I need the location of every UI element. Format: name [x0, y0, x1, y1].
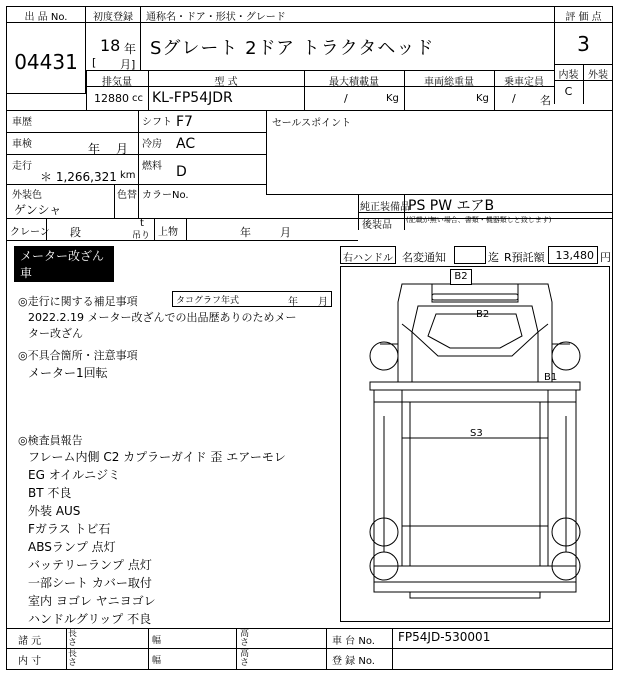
carrier-year: 年 — [240, 226, 251, 239]
tachograph-label: タコグラフ年式 — [176, 296, 240, 306]
year-unit: 年 — [124, 42, 137, 56]
crane-t: t — [140, 218, 144, 229]
capacity-unit: 名 — [540, 94, 551, 107]
defect-line1: メーター1回転 — [28, 366, 108, 380]
shoken-label: 諸 元 — [18, 636, 42, 647]
model-value: KL-FP54JDR — [152, 90, 233, 106]
defect-heading: ◎不具合箇所・注意事項 — [18, 349, 138, 362]
color-no-label: 色替 — [117, 190, 137, 201]
shift-value: F7 — [176, 114, 193, 130]
model-label: 型 式 — [214, 77, 238, 88]
first-reg-label: 初度登録 — [93, 12, 133, 23]
color-value: ゲンシャ — [14, 203, 62, 217]
chassis-value: FP54JD-530001 — [398, 630, 491, 644]
fuel-label: 燃料 — [142, 161, 162, 172]
shift-label: シフト — [142, 117, 172, 128]
tampered-badge: メーター改ざん車 — [14, 246, 114, 282]
first-reg-year: 18 — [100, 36, 121, 55]
name-change-label: 名変通知 — [402, 251, 446, 264]
capacity-label: 乗車定員 — [504, 77, 544, 88]
inspector-line: ハンドルグリップ 不良 — [28, 612, 152, 626]
equipment-value: PS PW エアB — [408, 198, 495, 214]
month-unit: 月] — [120, 58, 136, 71]
truck-diagram — [340, 266, 610, 622]
remove-label: 迄 — [488, 251, 499, 264]
supplement-heading: ◎走行に関する補足事項 — [18, 295, 138, 308]
crane-dan: 段 — [70, 226, 81, 239]
recycle-label: R預託額 — [504, 251, 545, 264]
crane-tsuri: 吊り — [132, 231, 151, 241]
name-change-box — [454, 246, 486, 264]
width-label: 幅 — [152, 656, 162, 666]
inspector-line: 外装 AUS — [28, 504, 81, 518]
crane-label: クレーン — [10, 227, 50, 238]
displacement-label: 排気量 — [102, 77, 132, 88]
fuel-value: D — [176, 164, 187, 180]
inspector-line: フレーム内側 C2 カプラーガイド 歪 エアーモレ — [28, 450, 286, 464]
carrier-label: 上物 — [158, 227, 178, 238]
inspection-month: 月 — [116, 142, 129, 156]
history-label: 車歴 — [12, 117, 32, 128]
sales-point-label: セールスポイント — [272, 118, 352, 129]
carrier-month: 月 — [280, 226, 291, 239]
grade-text: Sグレート 2ドア トラクタヘッド — [150, 38, 435, 59]
score-value: 3 — [577, 32, 590, 56]
inspection-year: 年 — [88, 142, 101, 156]
interior-label: 内装 — [558, 70, 579, 81]
aftermarket-label: 後装品 — [362, 220, 392, 231]
inspector-line: 室内 ヨゴレ ヤニヨゴレ — [28, 594, 156, 608]
length-label: 長さ — [68, 649, 78, 668]
aircon-label: 冷房 — [142, 139, 162, 150]
reg-label: 登 録 No. — [332, 656, 375, 667]
inspector-line: BT 不良 — [28, 486, 72, 500]
chassis-label: 車 台 No. — [332, 636, 375, 647]
interior-value: C — [564, 85, 573, 98]
displacement-unit: cc — [132, 93, 143, 104]
month-open: [ — [92, 56, 97, 69]
gross-weight-label: 車両総重量 — [424, 77, 474, 88]
aftermarket-note: (記載が無い場合、書類・機器類しと致します) — [406, 216, 552, 224]
capacity-slash: / — [512, 92, 516, 105]
label-b2-inner: B2 — [476, 309, 490, 320]
mileage-unit: km — [120, 170, 136, 181]
max-load-unit: Kg — [386, 93, 399, 104]
supplement-line1: 2022.2.19 メーター改ざんでの出品歴ありのためメー — [28, 311, 297, 324]
displacement-value: 12880 — [94, 92, 129, 105]
grade-header: 通称名・ドア・形状・グレード — [146, 12, 286, 23]
color-label: 外装色 — [12, 190, 42, 201]
color-code-label: カラーNo. — [142, 190, 189, 201]
max-load-slash: / — [344, 92, 348, 105]
equipment-label: 純正装備品 — [360, 202, 410, 213]
inspector-line: 一部シート カバー取付 — [28, 576, 152, 590]
steering-label: 右ハンドル — [343, 253, 393, 264]
height-label: 高さ — [240, 629, 250, 648]
inspector-line: EG オイルニジミ — [28, 468, 121, 482]
aircon-value: AC — [176, 136, 196, 152]
inspection-label: 車検 — [12, 139, 32, 150]
supplement-line2: ター改ざん — [28, 327, 83, 340]
max-load-label: 最大積載量 — [329, 77, 379, 88]
label-b2-top: B2 — [450, 269, 472, 285]
naigai-label: 内 寸 — [18, 656, 42, 667]
mileage-value: ＊ 1,266,321 — [40, 170, 117, 184]
tachograph-month: 月 — [318, 297, 328, 308]
lot-number: 04431 — [14, 50, 78, 74]
recycle-unit: 円 — [600, 251, 611, 264]
lot-label: 出 品 No. — [24, 12, 68, 23]
gross-weight-unit: Kg — [476, 93, 489, 104]
length-label: 長さ — [68, 629, 78, 648]
mileage-label: 走行 — [12, 161, 32, 172]
inspector-line: バッテリーランプ 点灯 — [28, 558, 152, 572]
recycle-value: 13,480 — [555, 249, 594, 262]
inspector-line: ABSランプ 点灯 — [28, 540, 116, 554]
label-s3: S3 — [470, 428, 483, 439]
height-label: 高さ — [240, 649, 250, 668]
tachograph-year: 年 — [288, 297, 298, 308]
label-b1: B1 — [544, 372, 558, 383]
width-label: 幅 — [152, 636, 162, 646]
inspector-heading: ◎検査員報告 — [18, 434, 83, 447]
score-label: 評 価 点 — [565, 12, 602, 23]
inspector-line: Fガラス トビ石 — [28, 522, 111, 536]
exterior-label: 外装 — [588, 70, 608, 81]
